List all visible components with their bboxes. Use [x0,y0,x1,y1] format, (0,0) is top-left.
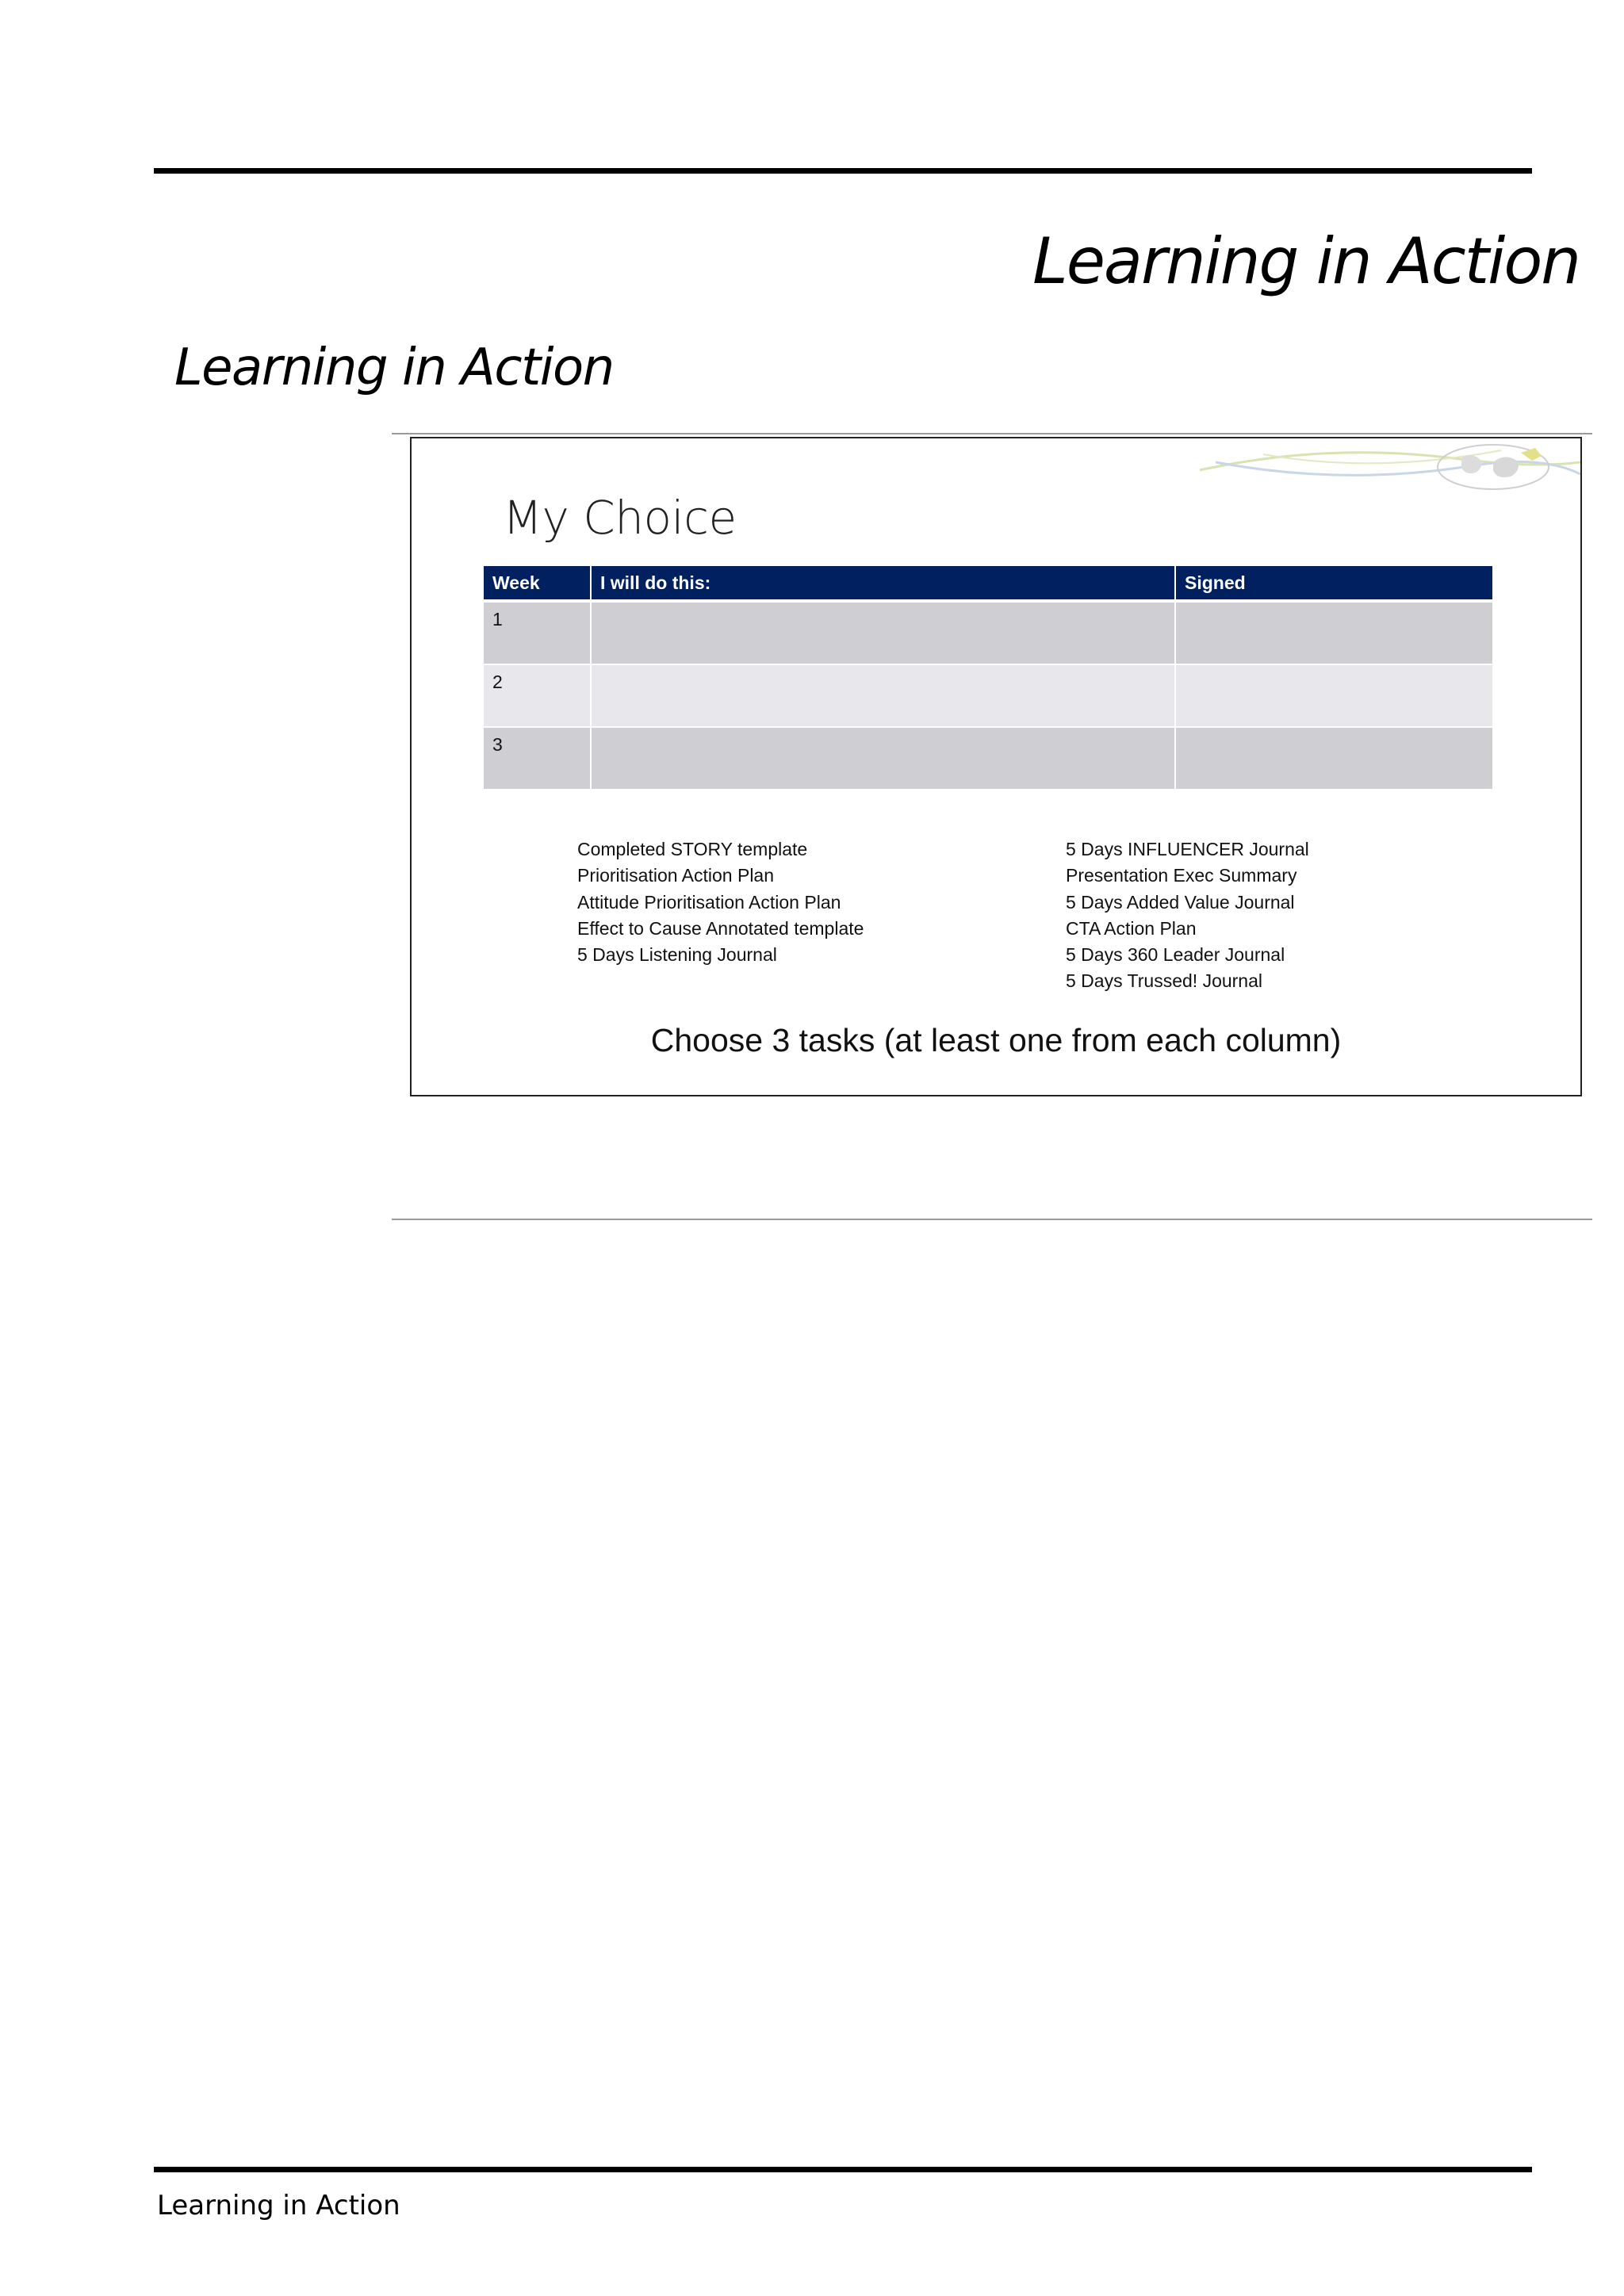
signed-cell [1175,601,1492,664]
week-cell: 2 [484,664,591,727]
list-item: 5 Days Added Value Journal [1066,891,1295,913]
header-rule [154,168,1532,174]
task-cell [591,601,1175,664]
week-cell: 1 [484,601,591,664]
list-item: Completed STORY template [577,839,808,859]
slide-instruction: Choose 3 tasks (at least one from each column) [650,1022,1342,1058]
footer-text: Learning in Action [157,2190,400,2221]
week-cell: 3 [484,727,591,790]
list-item: Attitude Prioritisation Action Plan [577,891,841,913]
slide-divider-top [392,433,1592,434]
signed-cell [1175,664,1492,727]
task-list-right [1066,836,1309,995]
table-row [484,601,1492,664]
column-header-signed: Signed [1175,566,1492,601]
list-item: 5 Days INFLUENCER Journal [1066,839,1309,859]
list-item: CTA Action Plan [1066,917,1197,939]
list-item: 5 Days Listening Journal [577,944,777,966]
choice-table [484,566,1492,790]
list-item: Prioritisation Action Plan [577,865,775,886]
table-row [484,727,1492,790]
world-map-decoration [1168,438,1580,502]
column-header-week: Week [484,566,591,601]
column-header-task: I will do this: [591,566,1175,601]
list-item: Presentation Exec Summary [1066,865,1297,886]
table-row [484,664,1492,727]
section-title: Learning in Action [174,339,614,397]
list-item: Effect to Cause Annotated template [577,917,864,939]
list-item: 5 Days 360 Leader Journal [1066,944,1285,966]
table-header-row [484,566,1492,601]
task-cell [591,727,1175,790]
slide-title: My Choice [503,491,737,545]
footer-rule [154,2167,1532,2172]
slide-divider-bottom [392,1219,1592,1220]
list-item: 5 Days Trussed! Journal [1066,970,1263,992]
signed-cell [1175,727,1492,790]
page-header-title: Learning in Action [1032,224,1580,298]
slide-image-my-choice [410,437,1582,1096]
task-list-left [577,836,864,968]
task-cell [591,664,1175,727]
